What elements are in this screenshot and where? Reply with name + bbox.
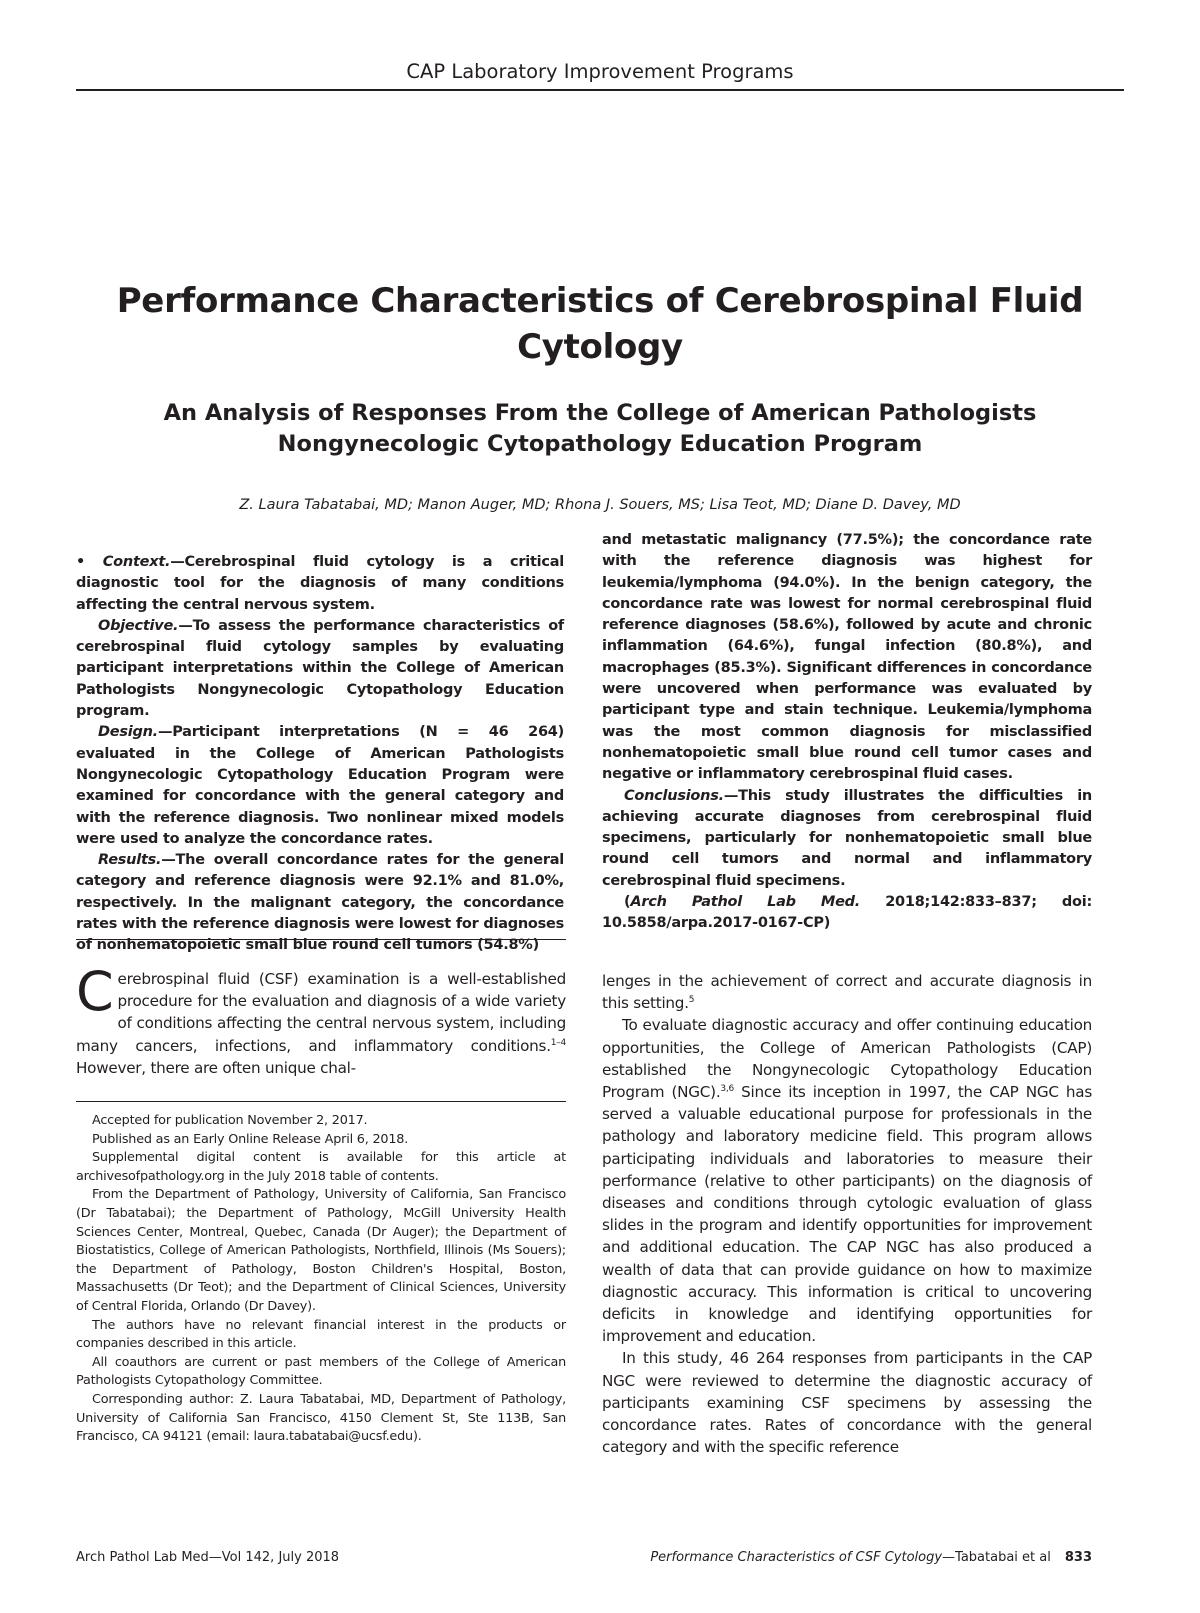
subtitle-line-2: Nongynecologic Cytopathology Education Program (277, 431, 923, 457)
author-list: Z. Laura Tabatabai, MD; Manon Auger, MD; Rhona J. Souers, MS; Lisa Teot, MD; Diane D. Davey, MD (239, 497, 961, 513)
drop-cap: C (76, 960, 114, 1023)
intro-tail-ref-text: lenges in the achievement of correct and accurate diagnosis in this setting. (602, 972, 1092, 1013)
body-paragraph-3: In this study, 46 264 responses from participants in the CAP NGC were reviewed to determine the diagnostic accuracy of participants examining CSF specimens by assessing the concordance rates. Rates of concordance with the general category and with the specific reference (602, 1349, 1092, 1457)
intro-text: erebrospinal fluid (CSF) examination is a well-established procedure for the evaluation and diagnosis of a wide variety of conditions affecting the central nervous system, including many cancers, infections, and inflammatory conditions. (76, 970, 566, 1055)
footer-journal: Arch Pathol Lab Med—Vol 142, July 2018 (76, 1550, 340, 1565)
footer-running-title (602, 1550, 1092, 1565)
design-text: —Participant interpretations (N = 46 264) evaluated in the College of American Pathologists Nongynecologic Cytopathology Education Program were examined for concordance with the general category and with the reference diagnosis. Two nonlinear mixed models were used to analyze the concordance rates. (76, 724, 564, 847)
para2-reference: 3,6 (720, 1083, 734, 1094)
footer-article-title: Performance Characteristics of CSF Cytology (650, 1550, 943, 1565)
article-title: Performance Characteristics of Cerebrospinal Fluid Cytology (116, 281, 1084, 367)
article-subtitle (76, 398, 1124, 460)
bullet-icon: • (76, 554, 86, 570)
design-label: Design. (98, 724, 158, 741)
footnote-corresponding: Corresponding author: Z. Laura Tabatabai, MD, Department of Pathology, University of California San Francisco, 4150 Clement St, Ste 113B, San Francisco, CA 94121 (email: laura.tabatabai@ucsf.edu). (76, 1391, 566, 1445)
para2-text-continued: Since its inception in 1997, the CAP NGC has served a valuable educational purpose for professionals in the pathology and laboratory medicine field. This program allows participating individuals and laboratories to measure their performance (relative to other participants) on the diagnosis of diseases and conditions through cytologic evaluation of glass slides in the program and identify opportunities for improvement and additional education. The CAP NGC has also produced a wealth of data that can provide guidance on how to maximize diagnostic accuracy. This information is critical to uncovering deficits in knowledge and identifying opportunities for improvement and education. (602, 1083, 1093, 1346)
para2-text: To evaluate diagnostic accuracy and offer continuing education opportunities, the College of American Pathologists (CAP) established the Nongynecologic Cytopathology Education Program (NGC). (602, 1016, 1092, 1102)
footnote-disclosure: The authors have no relevant financial interest in the products or companies described in this article. (76, 1317, 566, 1352)
citation-rest: 2018;142:833–837; doi: 10.5858/arpa.2017-0167-CP) (602, 894, 1092, 932)
footnote-supplemental: Supplemental digital content is available for this article at archivesofpathology.org in the July 2018 table of contents. (76, 1150, 566, 1184)
abstract-results-continued: and metastatic malignancy (77.5%); the concordance rate with the reference diagnosis was highest for leukemia/lymphoma (94.0%). In the benign category, the concordance rate was lowest for normal cerebrospinal fluid reference diagnoses (58.6%), followed by acute and chronic inflammation (64.6%), fungal infection (80.8%), and macrophages (85.3%). Significant differences in concordance were uncovered when performance was evaluated by participant type and stain technique. Leukemia/lymphoma was the most common diagnosis for misclassified nonhematopoietic small blue round cell tumor cases and negative or inflammatory cerebrospinal fluid cases. (602, 532, 1092, 783)
abstract-right-column (602, 530, 1092, 935)
objective-text: —To assess the performance characteristics of cerebrospinal fluid cytology samples by evaluating participant interpretations within the College of American Pathologists Nongynecologic Cytopathology Education program. (76, 617, 564, 720)
abstract-design (76, 722, 564, 850)
abstract-results (76, 850, 564, 956)
footnote-rule (76, 1101, 566, 1102)
abstract-citation (602, 892, 1092, 935)
abstract-left-column (76, 552, 564, 957)
context-text: —Cerebrospinal fluid cytology is a critical diagnostic tool for the diagnosis of many conditions affecting the central nervous system. (76, 554, 564, 613)
body-right-column (602, 970, 1092, 1458)
header-rule (76, 89, 1124, 91)
running-head: CAP Laboratory Improvement Programs (406, 60, 794, 83)
conclusions-label: Conclusions. (624, 787, 724, 804)
abstract-conclusions (602, 786, 1092, 892)
footnote-affiliations: From the Department of Pathology, University of California, San Francisco (Dr Tabatabai); the Department of Pathology, McGill University Health Sciences Center, Montreal, Quebec, Canada (Dr Auger); the Department of Biostatistics, College of American Pathologists, Northfield, Illinois (Ms Souers); the Department of Pathology, Boston Children's Hospital, Boston, Massachusetts (Dr Teot); and the Department of Clinical Sciences, University of Central Florida, Orlando (Dr Davey). (76, 1187, 566, 1314)
results-text-left: —The overall concordance rates for the general category and reference diagnosis were 92.1% and 81.0%, respectively. In the malignant category, the concordance rates with the reference diagnosis were lowest for diagnoses of nonhematopoietic small blue round cell tumors (54.8%) (76, 852, 564, 954)
footnote-accepted: Accepted for publication November 2, 2017. (92, 1113, 368, 1128)
abstract-rule (76, 939, 566, 940)
page-number: 833 (1064, 1550, 1092, 1565)
abstract-context (76, 552, 564, 616)
objective-label: Objective. (98, 617, 179, 634)
results-label: Results. (98, 852, 162, 869)
intro-paragraph-continued (602, 970, 1092, 1014)
body-left-column (76, 960, 566, 1079)
intro-text-continued: However, there are often unique chal- (76, 1058, 356, 1077)
conclusions-text: —This study illustrates the difficulties in achieving accurate diagnoses from cerebrospinal fluid specimens, particularly for nonhematopoietic small blue round cell tumors and normal and inflammatory cerebrospinal fluid specimens. (602, 787, 1092, 889)
citation-journal: Arch Pathol Lab Med. (630, 894, 861, 911)
footnotes (76, 1112, 566, 1447)
intro-reference: 1–4 (550, 1037, 566, 1048)
intro-reference-2: 5 (688, 995, 695, 1006)
footnote-committee: All coauthors are current or past members of the College of American Pathologists Cytopathology Committee. (76, 1354, 566, 1389)
body-paragraph-2 (602, 1014, 1092, 1347)
citation-open: ( (624, 894, 631, 911)
intro-paragraph (76, 960, 566, 1079)
footer-authors: —Tabatabai et al (942, 1550, 1051, 1565)
abstract-objective (76, 616, 564, 722)
footnote-published: Published as an Early Online Release April 6, 2018. (92, 1131, 409, 1147)
context-label: Context. (102, 554, 171, 570)
subtitle-line-1: An Analysis of Responses From the College of American Pathologists (163, 400, 1037, 426)
